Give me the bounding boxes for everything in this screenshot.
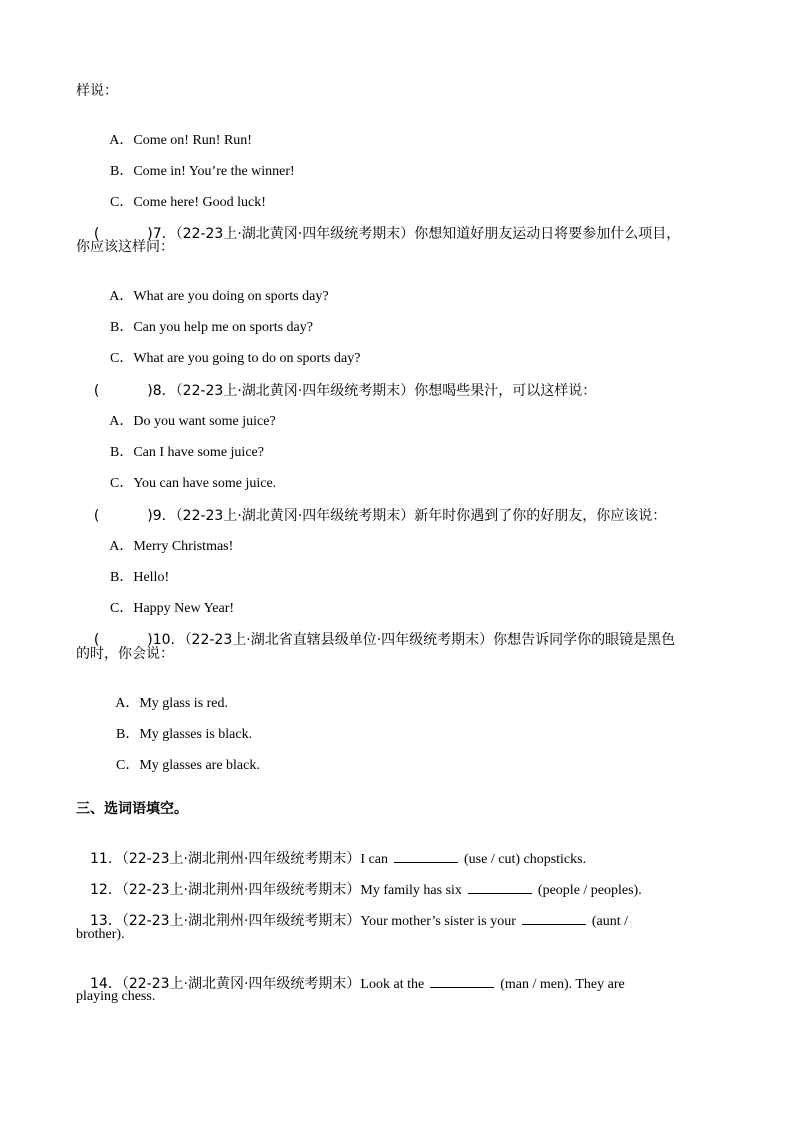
fill-blank[interactable] bbox=[468, 881, 532, 894]
option-text: Come here! Good luck! bbox=[133, 195, 266, 210]
question-source: （22-23上·湖北荆州·四年级统考期末） bbox=[121, 913, 361, 929]
q14-cont: playing chess. bbox=[76, 989, 156, 1004]
q7-stem-cont: 你应该这样问： bbox=[76, 239, 174, 255]
option-letter: B． bbox=[110, 164, 134, 179]
question-number: 13． bbox=[90, 913, 122, 929]
q13 bbox=[76, 894, 628, 949]
option-text: What are you doing on sports day? bbox=[133, 289, 329, 304]
option-letter: B． bbox=[110, 445, 134, 460]
q14 bbox=[76, 957, 625, 1012]
question-text-after: (man / men). They are bbox=[500, 977, 625, 992]
question-number: 12． bbox=[90, 882, 122, 898]
fill-blank[interactable] bbox=[394, 850, 458, 863]
answer-paren-open: ( bbox=[93, 632, 100, 648]
option-letter: B． bbox=[110, 320, 134, 335]
option-text: Come on! Run! Run! bbox=[133, 133, 252, 148]
option-text: You can have some juice. bbox=[133, 476, 277, 491]
option-text: What are you going to do on sports day? bbox=[133, 351, 361, 366]
question-source: （22-23上·湖北黄冈·四年级统考期末） bbox=[175, 383, 415, 399]
option-text: Can you help me on sports day? bbox=[133, 320, 313, 335]
question-number: 11． bbox=[90, 851, 122, 867]
question-source: （22-23上·湖北黄冈·四年级统考期末） bbox=[175, 508, 415, 524]
q10-option-c[interactable] bbox=[102, 739, 260, 793]
q6-stem-tail: 样说： bbox=[76, 83, 118, 99]
question-text: 新年时你遇到了你的好朋友，你应该说： bbox=[414, 508, 667, 524]
option-letter: A． bbox=[109, 539, 134, 554]
option-text: Can I have some juice? bbox=[133, 445, 264, 460]
option-text: My glasses are black. bbox=[139, 758, 260, 773]
option-letter: A． bbox=[109, 414, 134, 429]
answer-paren-open: ( bbox=[93, 226, 100, 242]
option-text: Merry Christmas! bbox=[133, 539, 234, 554]
option-letter: B． bbox=[110, 570, 134, 585]
question-source: （22-23上·湖北荆州·四年级统考期末） bbox=[121, 851, 361, 867]
q13-cont: brother). bbox=[76, 927, 125, 942]
option-letter: B． bbox=[116, 727, 140, 742]
question-number: )10． bbox=[147, 632, 185, 648]
question-text-before: Your mother’s sister is your bbox=[360, 914, 516, 929]
option-text: Do you want some juice? bbox=[133, 414, 276, 429]
question-text-after: (aunt / bbox=[591, 914, 629, 929]
q10-stem-cont: 的时，你会说： bbox=[76, 646, 174, 662]
option-letter: C． bbox=[116, 758, 140, 773]
question-text-before: I can bbox=[360, 852, 389, 867]
fill-blank[interactable] bbox=[430, 975, 494, 988]
option-letter: C． bbox=[110, 476, 134, 491]
option-letter: C． bbox=[110, 195, 134, 210]
question-text-before: Look at the bbox=[360, 977, 425, 992]
option-letter: A． bbox=[109, 289, 134, 304]
question-text: 你想告诉同学你的眼镜是黑色 bbox=[493, 632, 676, 648]
question-number: )9． bbox=[147, 508, 176, 524]
option-letter: C． bbox=[110, 601, 134, 616]
fill-blank[interactable] bbox=[522, 912, 586, 925]
answer-paren-open: ( bbox=[93, 383, 100, 399]
question-source: （22-23上·湖北省直辖县级单位·四年级统考期末） bbox=[184, 632, 494, 648]
option-text: Happy New Year! bbox=[133, 601, 235, 616]
section-title: 三、选词语填空。 bbox=[76, 801, 188, 817]
question-source: （22-23上·湖北黄冈·四年级统考期末） bbox=[175, 226, 415, 242]
question-text: 你想喝些果汁，可以这样说： bbox=[414, 383, 597, 399]
option-text: Come in! You’re the winner! bbox=[133, 164, 295, 179]
question-number: )7． bbox=[147, 226, 176, 242]
question-source: （22-23上·湖北黄冈·四年级统考期末） bbox=[121, 976, 361, 992]
answer-paren-open: ( bbox=[93, 508, 100, 524]
option-letter: A． bbox=[109, 133, 134, 148]
option-text: Hello! bbox=[133, 570, 170, 585]
question-text-after: (people / peoples). bbox=[537, 883, 642, 898]
question-number: 14． bbox=[90, 976, 122, 992]
option-letter: C． bbox=[110, 351, 134, 366]
question-source: （22-23上·湖北荆州·四年级统考期末） bbox=[121, 882, 361, 898]
question-text-before: My family has six bbox=[360, 883, 462, 898]
option-letter: A． bbox=[115, 696, 140, 711]
option-text: My glasses is black. bbox=[139, 727, 253, 742]
question-text-after: (use / cut) chopsticks. bbox=[464, 852, 587, 867]
question-text: 你想知道好朋友运动日将要参加什么项目， bbox=[414, 226, 681, 242]
option-text: My glass is red. bbox=[139, 696, 229, 711]
question-number: )8． bbox=[147, 383, 176, 399]
